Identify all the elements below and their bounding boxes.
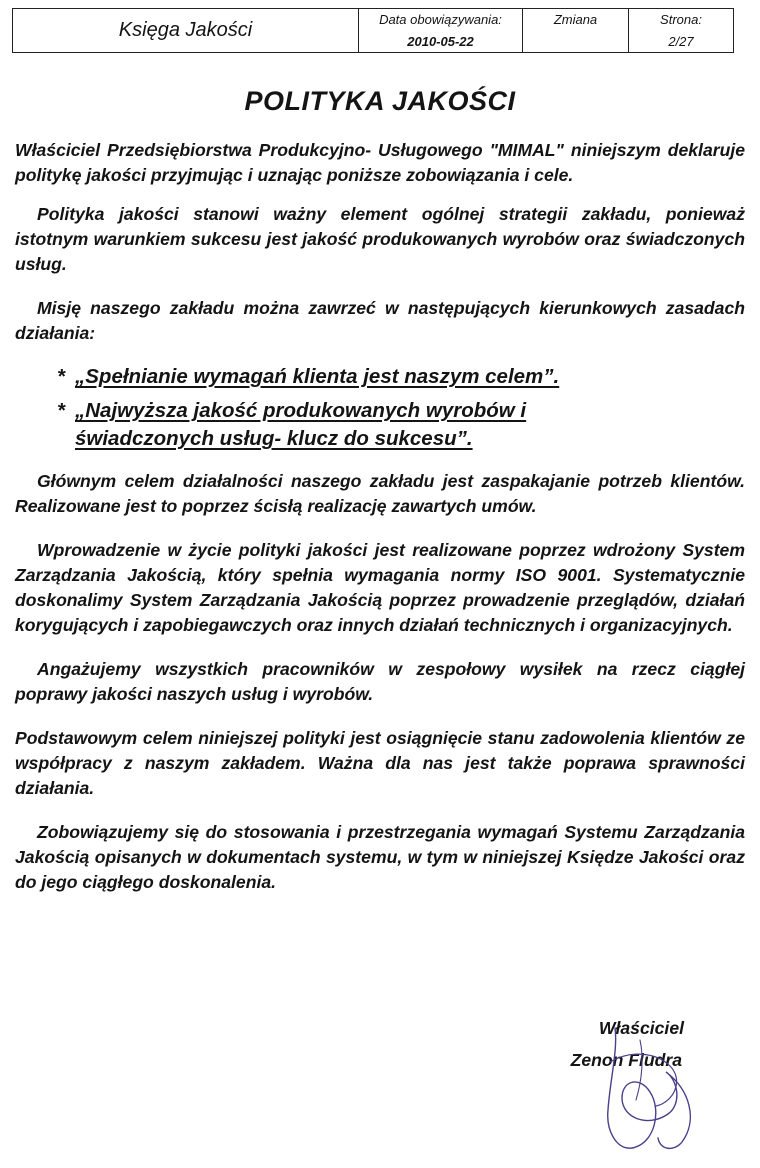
principle-item xyxy=(15,363,745,391)
validity-date: 2010-05-22 xyxy=(407,34,474,49)
document-header xyxy=(12,8,734,53)
handwritten-signature xyxy=(570,1010,730,1160)
book-title: Księga Jakości xyxy=(118,19,253,41)
validity-cell xyxy=(358,9,522,52)
mission-principles xyxy=(15,363,745,453)
bullet-star: * xyxy=(57,365,65,388)
page-number: 2/27 xyxy=(668,34,694,49)
principle-text: „Spełnianie wymagań klienta jest naszym celem”. xyxy=(75,365,560,388)
principle-text: „Najwyższa jakość produkowanych wyrobów i świadczonych usług- klucz do sukcesu”. xyxy=(75,399,527,450)
page-label: Strona: xyxy=(660,12,702,27)
document-body xyxy=(15,138,745,914)
paragraph-employees: Angażujemy wszystkich pracowników w zespołowy wysiłek na rzecz ciągłej poprawy jakości naszych usług i wyrobów. xyxy=(15,659,745,704)
paragraph-strategy: Polityka jakości stanowi ważny element ogólnej strategii zakładu, ponieważ istotnym warunkiem sukcesu jest jakość produkowanych wyrobów oraz świadczonych usług. xyxy=(15,204,745,274)
change-label: Zmiana xyxy=(553,12,598,27)
paragraph-mission: Misję naszego zakładu można zawrzeć w następujących kierunkowych zasadach działania: xyxy=(15,298,745,343)
signatory-title: Właściciel xyxy=(598,1018,684,1038)
paragraph-goal: Głównym celem działalności naszego zakładu jest zaspakajanie potrzeb klientów. Realizowane jest to poprzez ścisłą realizację zawartych umów. xyxy=(15,471,745,516)
signatory-name: Zenon Fludra xyxy=(570,1050,682,1070)
paragraph-commitment: Zobowiązujemy się do stosowania i przestrzegania wymagań Systemu Zarządzania Jakością opisanych w dokumentach systemu, w tym w niniejszej Księdze Jakości oraz do jego ciągłego doskonalenia. xyxy=(15,822,745,892)
principle-item xyxy=(15,397,745,453)
paragraph-implementation: Wprowadzenie w życie polityki jakości jest realizowane poprzez wdrożony System Zarządzania Jakością, który spełnia wymagania normy ISO 9001. Systematycznie doskonalimy System Zarządzania Jakością poprzez prowadzenie przeglądów, działań korygujących i zapobiegawczych oraz innych działań technicznych i organizacyjnych. xyxy=(15,540,745,635)
paragraph-intro: Właściciel Przedsiębiorstwa Produkcyjno- Usługowego "MIMAL" niniejszym deklaruje politykę jakości przyjmując i uznając poniższe zobowiązania i cele. xyxy=(15,140,745,185)
bullet-star: * xyxy=(57,399,65,422)
paragraph-satisfaction: Podstawowym celem niniejszej polityki jest osiągnięcie stanu zadowolenia klientów ze współpracy z naszym zakładem. Ważna dla nas jest także poprawa sprawności działania. xyxy=(15,728,745,798)
page-title: POLITYKA JAKOŚCI xyxy=(244,86,516,116)
page-cell xyxy=(628,9,733,52)
change-cell xyxy=(522,9,628,52)
validity-label: Data obowiązywania: xyxy=(379,12,502,27)
